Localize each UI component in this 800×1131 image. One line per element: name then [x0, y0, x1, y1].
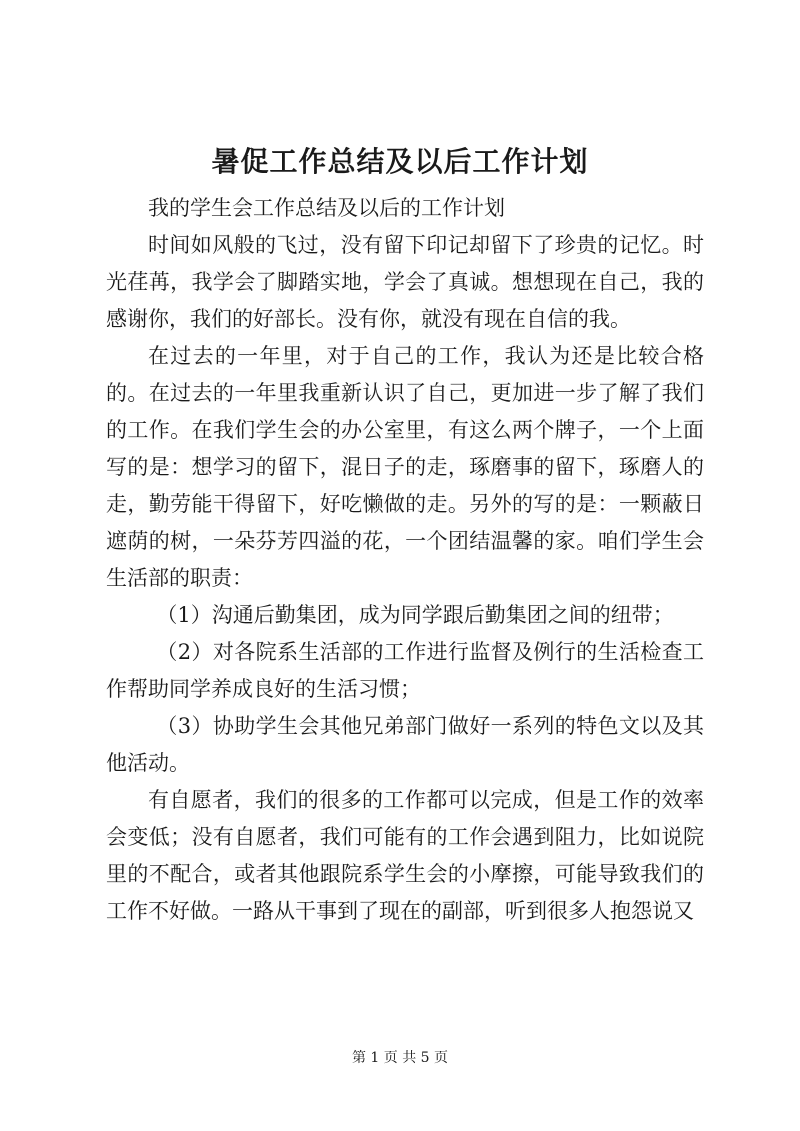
page-footer: 第 1 页 共 5 页	[351, 1050, 449, 1066]
paragraph-subtitle: 我的学生会工作总结及以后的工作计划	[148, 196, 505, 220]
paragraph-duty-1: （1）沟通后勤集团，成为同学跟后勤集团之间的纽带；	[156, 603, 674, 627]
document-title: 暑促工作总结及以后工作计划	[211, 145, 589, 178]
paragraph-duty-3: （3）协助学生会其他兄弟部门做好一系列的特色文以及其他活动。	[106, 714, 704, 775]
document-body	[106, 190, 704, 930]
paragraph-duty-2: （2）对各院系生活部的工作进行监督及例行的生活检查工作帮助同学养成良好的生活习惯；	[106, 640, 704, 701]
paragraph-intro: 时间如风般的飞过，没有留下印记却留下了珍贵的记忆。时光荏苒，我学会了脚踏实地，学会了真诚。想想现在自己，我的感谢你，我们的好部长。没有你，就没有现在自信的我。	[106, 233, 704, 331]
paragraph-volunteers: 有自愿者，我们的很多的工作都可以完成，但是工作的效率会变低；没有自愿者，我们可能有的工作会遇到阻力，比如说院里的不配合，或者其他跟院系学生会的小摩擦，可能导致我们的工作不好做。一路从干事到了现在的副部，听到很多人抱怨说又	[106, 788, 704, 923]
paragraph-past-year: 在过去的一年里，对于自己的工作，我认为还是比较合格的。在过去的一年里我重新认识了自己，更加进一步了解了我们的工作。在我们学生会的办公室里，有这么两个牌子，一个上面写的是：想学习的留下，混日子的走，琢磨事的留下，琢磨人的走，勤劳能干得留下，好吃懒做的走。另外的写的是：一颗蔽日遮荫的树，一朵芬芳四溢的花，一个团结温馨的家。咱们学生会生活部的职责：	[106, 344, 704, 590]
